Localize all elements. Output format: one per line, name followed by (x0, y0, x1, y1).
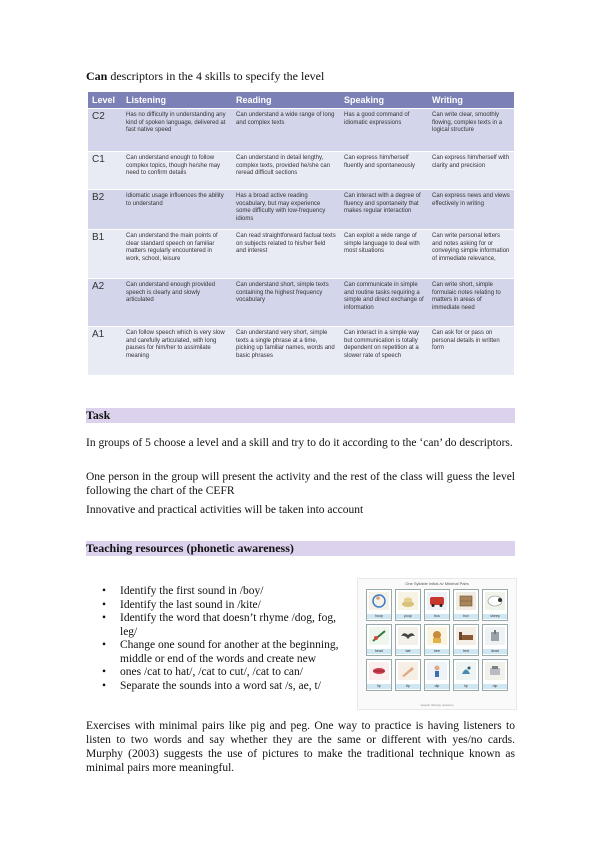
list-item: • Change one sound for another at the beginning, middle or end of the words and create new (100, 639, 350, 666)
box-picture-icon (456, 592, 476, 610)
picture-card (482, 624, 508, 656)
listening-cell: Can understand the main points of clear standard speech on familiar matters regularly encountered in work, school, leisure (122, 230, 232, 279)
reading-cell: Has a broad active reading vocabulary, but may experience some difficulty with low-frequency idioms (232, 190, 340, 230)
writing-cell: Can write personal letters and notes asking for or conveying simple information of immediate relevance, (428, 230, 514, 279)
task-paragraph-1: In groups of 5 choose a level and a skill and try to do it according to the ‘can’ do descriptors. (86, 437, 513, 449)
list-item: • Identify the first sound in /boy/ (100, 585, 350, 599)
table-row (88, 152, 514, 190)
speaking-cell: Can interact in a simple way but communication is totally dependent on repetition at a slower rate of speech (340, 327, 428, 375)
poop-picture-icon (398, 592, 418, 610)
picture-card (453, 659, 479, 691)
level-cell: C1 (88, 152, 122, 190)
table-header-row (88, 92, 514, 109)
dead-picture-icon (485, 627, 505, 645)
level-cell: C2 (88, 109, 122, 152)
picture-label: tip (396, 684, 420, 689)
picture-card (424, 659, 450, 691)
picture-label: dead (483, 649, 507, 654)
header-level: Level (88, 92, 122, 109)
picture-label: nip (483, 684, 507, 689)
picture-card (453, 624, 479, 656)
resources-heading: Teaching resources (phonetic awareness) (86, 541, 515, 556)
task-heading: Task (86, 408, 515, 423)
picture-label: bus (425, 614, 449, 619)
picture-label: bed (454, 649, 478, 654)
task-paragraph-3: Innovative and practical activities will be taken into account (86, 504, 364, 516)
minimal-pairs-paragraph: Exercises with minimal pairs like pig and peg. One way to practice is having listeners to listen to two words and say whether they are the same or different with yes/no cards. Murphy (2003) suggests the use of pictures to make the traditional technique known as minimal pairs more meaningful. (86, 720, 515, 774)
header-speaking: Speaking (340, 92, 428, 109)
intro-bold-word: Can (86, 69, 108, 83)
picture-label: bat (396, 649, 420, 654)
tip-picture-icon (398, 662, 418, 680)
lip-picture-icon (369, 662, 389, 680)
picture-label: dip (425, 684, 449, 689)
picture-card (366, 659, 392, 691)
list-item: • Identify the word that doesn’t rhyme /dog, fog, leg/ (100, 612, 350, 639)
writing-cell: Can express news and views effectively in writing (428, 190, 514, 230)
list-item: • Identify the last sound in /kite/ (100, 599, 350, 613)
picture-label: sheep (483, 614, 507, 619)
level-cell: A2 (88, 279, 122, 327)
listening-cell: Has no difficulty in understanding any kind of spoken language, delivered at fast native speed (122, 109, 232, 152)
picture-card (424, 624, 450, 656)
writing-cell: Can write clear, smoothly flowing, complex texts in a logical structure (428, 109, 514, 152)
listening-cell: Can understand enough to follow complex topics, though he/she may need to confirm details (122, 152, 232, 190)
bee-picture-icon (427, 627, 447, 645)
writing-cell: Can write short, simple formulaic notes relating to matters in areas of immediate need (428, 279, 514, 327)
hoop-picture-icon (369, 592, 389, 610)
picture-label: poop (396, 614, 420, 619)
table-row (88, 279, 514, 327)
picture-card (366, 624, 392, 656)
picture-label: lip (367, 684, 391, 689)
picture-card (366, 589, 392, 621)
nip-picture-icon (485, 662, 505, 680)
picture-label: lip (454, 684, 478, 689)
phonetic-awareness-list (100, 585, 350, 693)
table-row (88, 230, 514, 279)
speaking-cell: Can exploit a wide range of simple language to deal with most situations (340, 230, 428, 279)
picture-card (424, 589, 450, 621)
bat-picture-icon (398, 627, 418, 645)
reading-cell: Can understand a wide range of long and complex texts (232, 109, 340, 152)
sheep-picture-icon (485, 592, 505, 610)
picture-card (395, 659, 421, 691)
listening-cell: Can understand enough provided speech is clearly and slowly articulated (122, 279, 232, 327)
speaking-cell: Can express him/herself fluently and spontaneously (340, 152, 428, 190)
header-listening: Listening (122, 92, 232, 109)
picture-card (482, 659, 508, 691)
speaking-cell: Can interact with a degree of fluency and spontaneity that makes regular interaction (340, 190, 428, 230)
table-row (88, 190, 514, 230)
intro-rest: descriptors in the 4 skills to specify the level (107, 69, 325, 83)
picture-label: bead (367, 649, 391, 654)
reading-cell: Can understand very short, simple texts a single phrase at a time, picking up familiar names, words and basic phrases (232, 327, 340, 375)
picture-grid-title: One Syllable Initial /s/ Minimal Pairs (405, 581, 469, 586)
reading-cell: Can understand short, simple texts containing the highest frequency vocabulary (232, 279, 340, 327)
dip-picture-icon (427, 662, 447, 680)
writing-cell: Can ask for or pass on personal details in written form (428, 327, 514, 375)
listening-cell: Idiomatic usage influences the ability to understand (122, 190, 232, 230)
table-row (88, 109, 514, 152)
writing-cell: Can express him/herself with clarity and precision (428, 152, 514, 190)
minimal-pairs-picture-grid (357, 578, 517, 710)
speaking-cell: Can communicate in simple and routine tasks requiring a simple and direct exchange of information (340, 279, 428, 327)
bed-picture-icon (456, 627, 476, 645)
level-cell: B1 (88, 230, 122, 279)
listening-cell: Can follow speech which is very slow and carefully articulated, with long pauses for him/her to assimilate meaning (122, 327, 232, 375)
reading-cell: Can understand in detail lengthy, complex texts, provided he/she can reread difficult sections (232, 152, 340, 190)
picture-card (453, 589, 479, 621)
lip-bird-picture-icon (456, 662, 476, 680)
picture-card (395, 589, 421, 621)
bus-picture-icon (427, 592, 447, 610)
list-item: • ones /cat to hat/, /cat to cut/, /cat to can/ (100, 666, 350, 680)
picture-label: hoop (367, 614, 391, 619)
reading-cell: Can read straightforward factual texts on subjects related to his/her field and interest (232, 230, 340, 279)
header-writing: Writing (428, 92, 514, 109)
picture-card (395, 624, 421, 656)
table-row (88, 327, 514, 375)
cefr-intro (86, 69, 324, 84)
task-paragraph-2: One person in the group will present the activity and the rest of the class will guess the level following the chart of the CEFR (86, 471, 515, 497)
speaking-cell: Has a good command of idiomatic expressions (340, 109, 428, 152)
picture-label: box (454, 614, 478, 619)
cefr-descriptor-table (88, 92, 514, 375)
level-cell: B2 (88, 190, 122, 230)
list-item: • Separate the sounds into a word sat /s, ae, t/ (100, 680, 350, 694)
level-cell: A1 (88, 327, 122, 375)
picture-grid-footer: speech therapy resource (420, 703, 454, 707)
bead-picture-icon (369, 627, 389, 645)
picture-card (482, 589, 508, 621)
picture-label: bee (425, 649, 449, 654)
header-reading: Reading (232, 92, 340, 109)
